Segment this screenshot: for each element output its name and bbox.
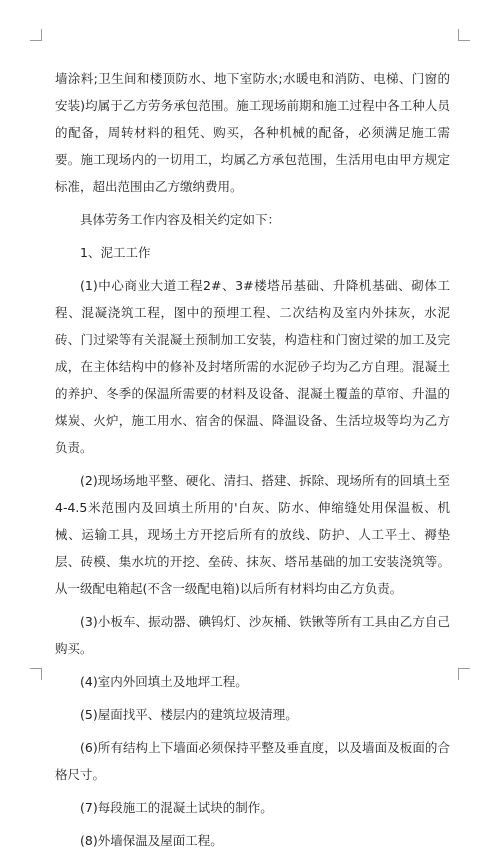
item-8: (8)外墙保温及屋面工程。 [80,833,223,848]
paragraph-scope-continued: 墙涂料;卫生间和楼顶防水、地下室防水;水暖电和消防、电梯、门窗的安装)均属于乙方劳务承包范围。施工现场前期和施工过程中各工种人员的配备，周转材料的租凭、购买，各种机械的配备，必须满足施工需要。施工现场内的一切用工，均属乙方承包范围，生活用电由甲方规定标准，超出范围由乙方缴纳费用。 [55,71,450,194]
item-5: (5)屋面找平、楼层内的建筑垃圾清理。 [80,707,298,722]
crop-mark-bottom-right-v [458,668,459,680]
item-6: (6)所有结构上下墙面必须保持平整及垂直度，以及墙面及板面的合格尺寸。 [55,740,450,782]
crop-mark-top-left-v [41,29,42,41]
crop-mark-top-right-v [458,29,459,41]
item-3: (3)小板车、振动器、碘钨灯、沙灰桶、铁锹等所有工具由乙方自己购买。 [55,614,450,656]
item-1: (1)中心商业大道工程2#、3#楼塔吊基础、升降机基础、砌体工程、混凝浇筑工程，图中的预埋工程、二次结构及室内外抹灰，水泥砖、门过梁等有关混凝土预制加工安装，构造柱和门窗过梁的加工及完成，在主体结构中的修补及封堵所需的水泥砂子均为乙方自理。混凝土的养护、冬季的保温所需要的材料及设备、混凝土覆盖的草帘、升温的煤炭、火炉，施工用水、宿舍的保温、降温设备、生活垃圾等均为乙方负责。 [55,278,450,455]
paragraph-intro: 具体劳务工作内容及相关约定如下： [80,212,281,227]
section-heading-masonry: 1、泥工工作 [80,245,151,260]
crop-mark-bottom-right-h [458,668,470,669]
item-4: (4)室内外回填土及地坪工程。 [80,674,248,689]
item-7: (7)每段施工的混凝土试块的制作。 [80,800,273,815]
item-2: (2)现场场地平整、硬化、清扫、搭建、拆除、现场所有的回填土至4-4.5米范围内及回填土所用的'白灰、防水、伸缩缝处用保温板、机械、运输工具，现场土方开挖后所有的放线、防护、人工平土、褥垫层、砖模、集水坑的开挖、垒砖、抹灰、塔吊基础的加工安装浇筑等。从一级配电箱起(不含一级配电箱)以后所有材料均由乙方负责。 [55,473,450,596]
crop-mark-top-right-h [458,40,470,41]
document-body [55,65,450,854]
crop-mark-bottom-left-v [41,668,42,680]
